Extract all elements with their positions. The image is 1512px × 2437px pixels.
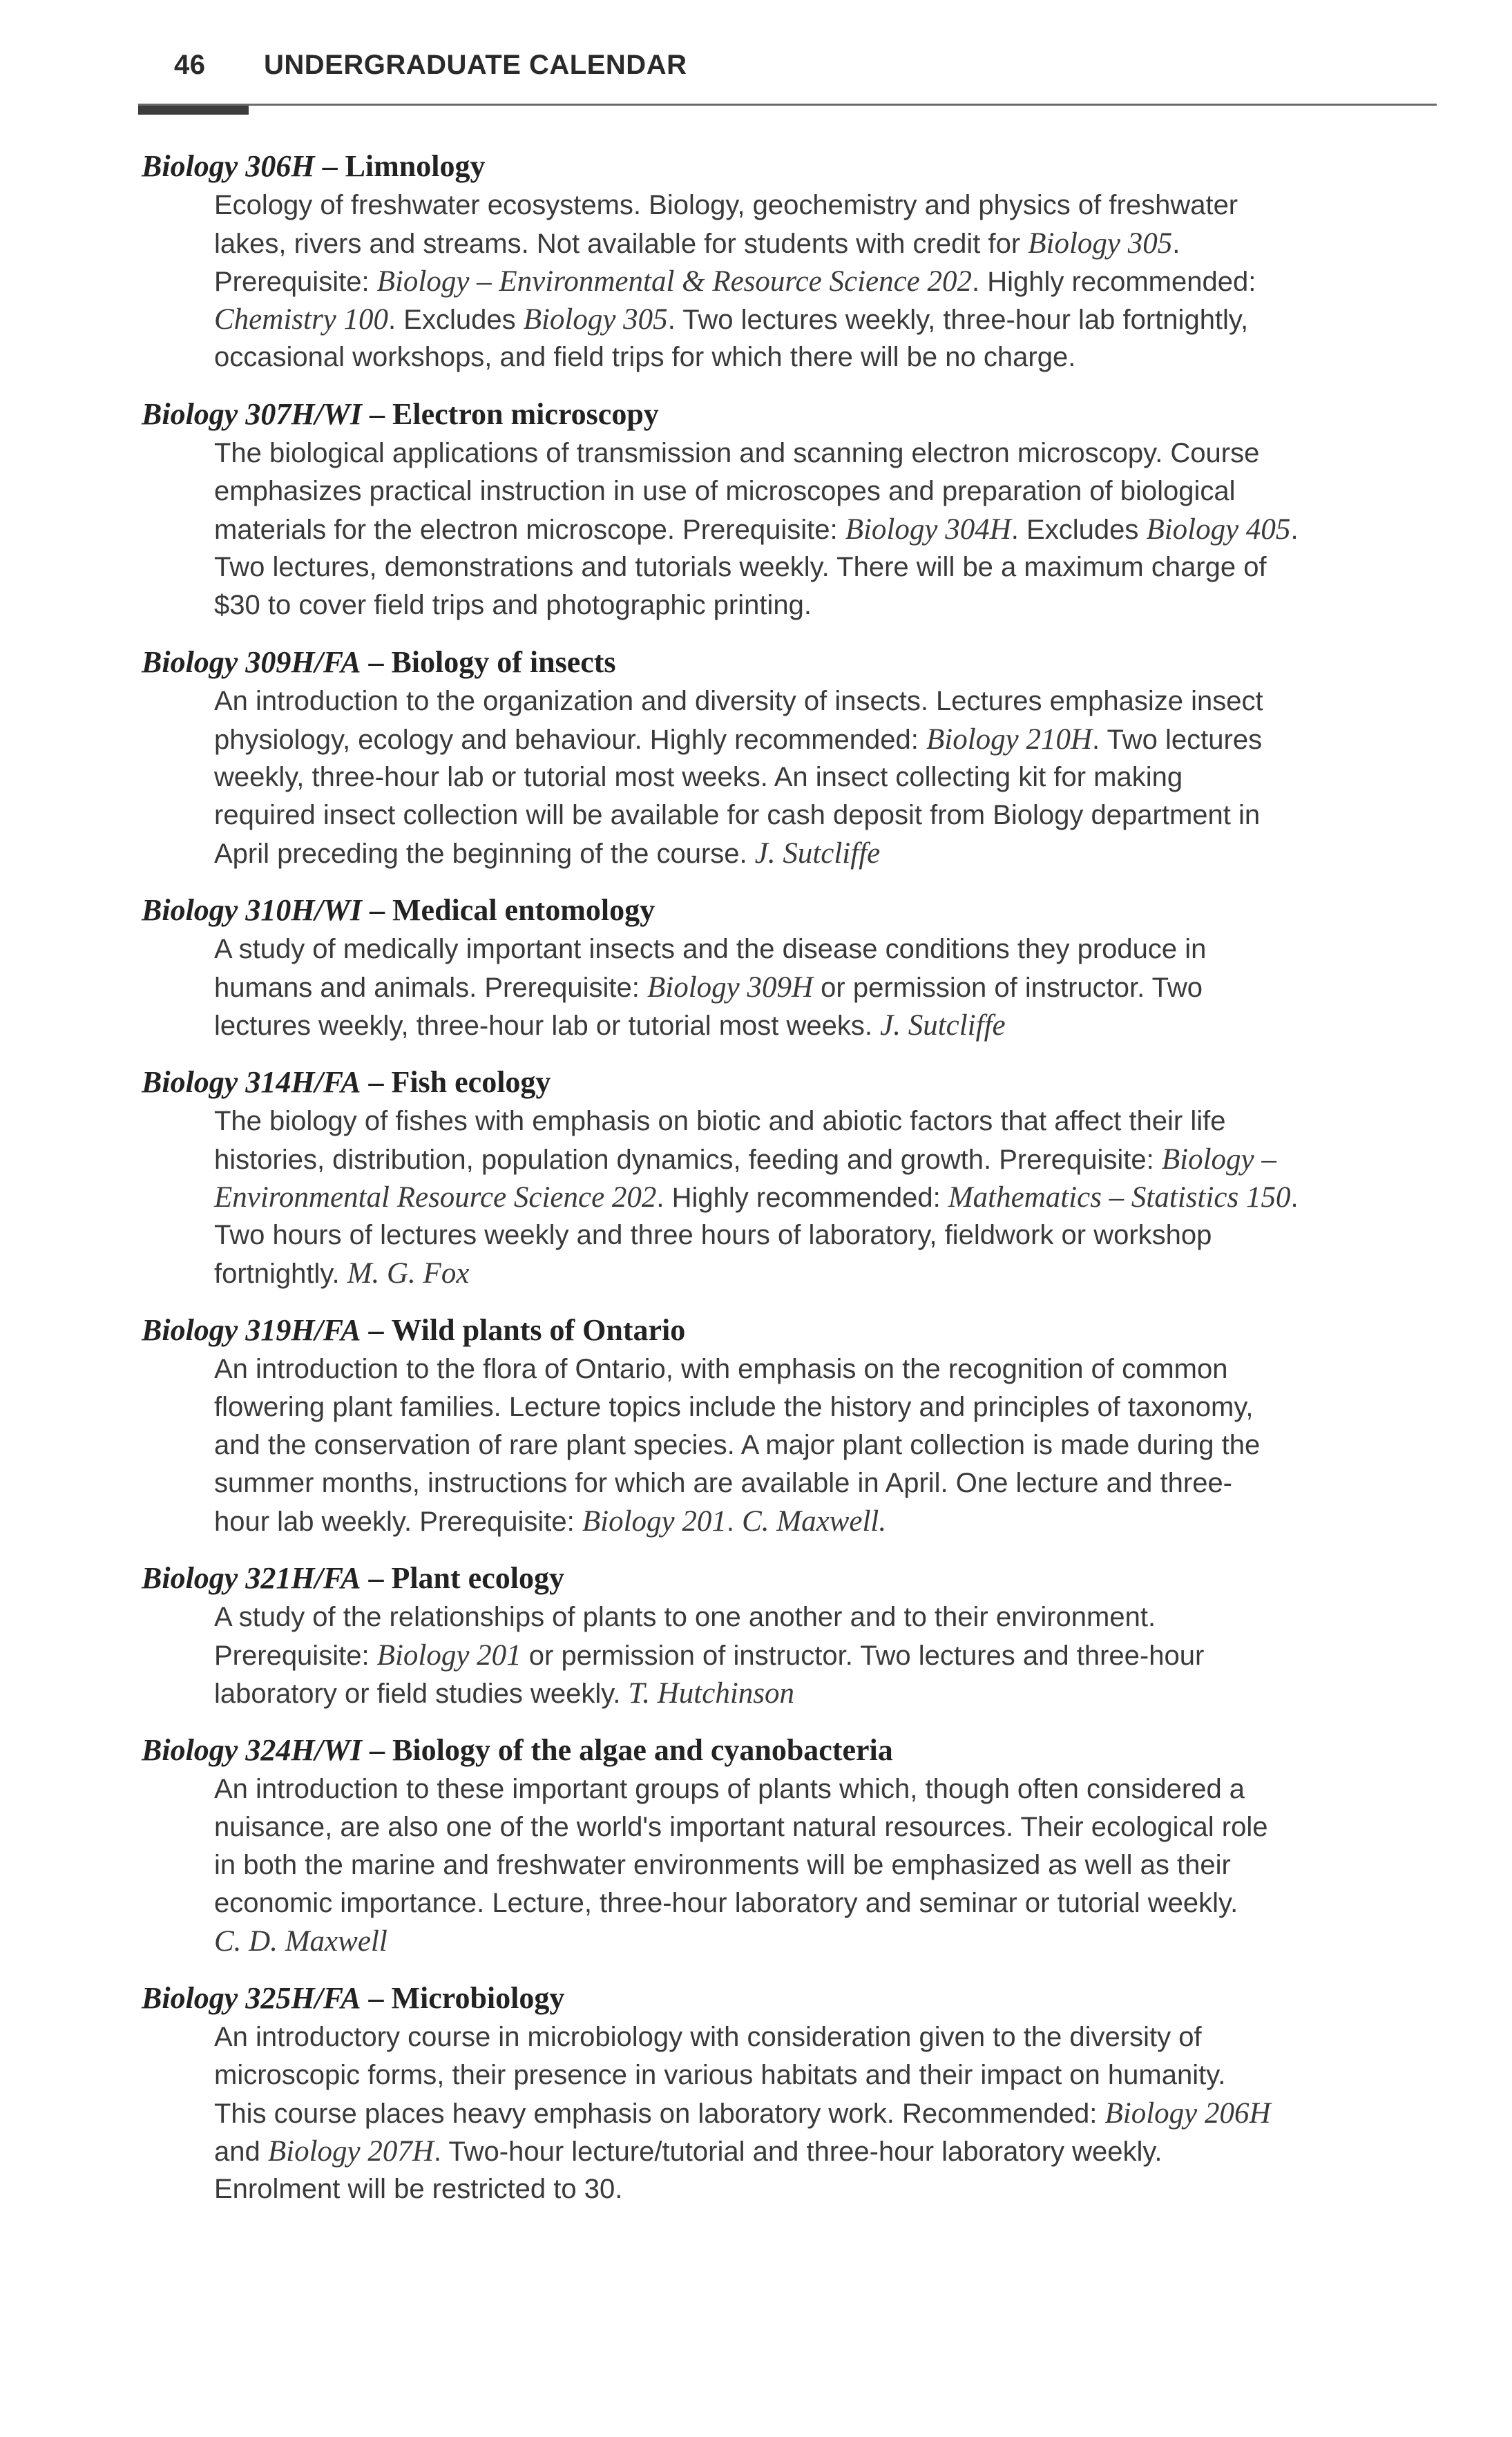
text-segment: lectures weekly, three-hour lab or tutorial most weeks. (214, 1011, 881, 1041)
course-description (214, 187, 1437, 376)
description-line (214, 2056, 1437, 2094)
italic-reference: C. D. Maxwell (214, 1925, 387, 1958)
course-title: Plant ecology (391, 1561, 564, 1595)
description-line (214, 1350, 1437, 1388)
course-description (214, 1770, 1437, 1960)
italic-reference: J. Sutcliffe (754, 837, 881, 870)
text-segment: Prerequisite: (214, 1641, 377, 1671)
text-segment: . Two-hour lecture/tutorial and three-hour laboratory weekly. (433, 2137, 1162, 2167)
course-separator: – (368, 1561, 384, 1595)
italic-reference: T. Hutchinson (628, 1677, 795, 1710)
text-segment: . (1290, 1183, 1299, 1213)
course-description (214, 682, 1437, 872)
italic-reference: Biology 207H (267, 2135, 434, 2168)
text-segment: histories, distribution, population dynamics, feeding and growth. Prerequisite: (214, 1145, 1162, 1175)
course-title: Electron microscopy (392, 397, 659, 431)
course-entry (142, 1978, 1444, 2208)
description-line (214, 472, 1437, 510)
text-segment: and the conservation of rare plant species. A major plant collection is made during the (214, 1430, 1261, 1460)
text-segment: humans and animals. Prerequisite: (214, 973, 647, 1003)
course-entry (142, 642, 1444, 872)
description-line (214, 300, 1437, 338)
text-segment: fortnightly. (214, 1259, 347, 1289)
course-title: Limnology (345, 149, 486, 183)
course-title: Biology of the algae and cyanobacteria (392, 1733, 893, 1767)
italic-reference: Biology – Environmental & Resource Science 202 (376, 265, 973, 298)
text-segment: Prerequisite: (214, 267, 377, 297)
text-segment: An introduction to these important groups of plants which, though often considered a (214, 1774, 1245, 1804)
description-line (214, 1388, 1437, 1426)
course-separator: – (370, 397, 385, 431)
header-title: UNDERGRADUATE CALENDAR (264, 50, 687, 80)
description-line (214, 1102, 1437, 1140)
italic-reference: Biology 309H (647, 971, 814, 1004)
course-description (214, 1102, 1437, 1292)
course-code: Biology 310H/WI (142, 893, 363, 927)
description-line (214, 930, 1437, 968)
description-line (214, 2094, 1437, 2132)
description-line (214, 1178, 1437, 1216)
text-segment: . Excludes (388, 305, 524, 335)
course-description (214, 1350, 1437, 1540)
text-segment: April preceding the beginning of the course. (214, 839, 755, 869)
text-segment: in both the marine and freshwater environments will be emphasized as well as their (214, 1850, 1231, 1880)
italic-reference: C. Maxwell. (742, 1505, 887, 1538)
text-segment: An introductory course in microbiology with consideration given to the diversity of (214, 2022, 1202, 2052)
text-segment: . (1290, 515, 1299, 545)
description-line (214, 586, 1437, 624)
italic-reference: Biology 206H (1104, 2097, 1271, 2130)
course-entry (142, 890, 1444, 1044)
italic-reference: Biology 201 (376, 1639, 521, 1672)
text-segment: . (726, 1507, 743, 1537)
italic-reference: Environmental Resource Science 202 (214, 1181, 657, 1214)
course-title: Wild plants of Ontario (391, 1313, 686, 1347)
description-line (214, 796, 1437, 834)
description-line (214, 510, 1437, 548)
course-title: Microbiology (391, 1981, 565, 2015)
course-description (214, 434, 1437, 624)
course-entry (142, 146, 1444, 376)
description-line (214, 338, 1437, 376)
description-line (214, 1598, 1437, 1636)
description-line (214, 1502, 1437, 1540)
italic-reference: Biology 405 (1146, 513, 1291, 546)
page-header (138, 40, 1437, 151)
description-line (214, 262, 1437, 300)
text-segment: microscopic forms, their presence in various habitats and their impact on humanity. (214, 2060, 1226, 2090)
text-segment: or permission of instructor. Two lectures and three-hour (521, 1641, 1205, 1671)
course-description (214, 2018, 1437, 2208)
description-line (214, 434, 1437, 472)
course-heading (142, 1310, 1444, 1350)
description-line (214, 1636, 1437, 1674)
italic-reference: J. Sutcliffe (880, 1009, 1006, 1042)
italic-reference: Biology 305 (523, 303, 668, 336)
text-segment: . Two lectures (1092, 725, 1263, 755)
description-line (214, 1846, 1437, 1884)
text-segment: A study of the relationships of plants to one another and to their environment. (214, 1602, 1156, 1632)
course-entry (142, 1062, 1444, 1292)
description-line (214, 224, 1437, 262)
italic-reference: Biology 304H (845, 513, 1011, 546)
description-line (214, 2170, 1437, 2208)
description-line (214, 1254, 1437, 1292)
course-entry (142, 1310, 1444, 1540)
text-segment: economic importance. Lecture, three-hour laboratory and seminar or tutorial weekly. (214, 1888, 1238, 1918)
italic-reference: Biology 210H (926, 723, 1093, 756)
text-segment: Two lectures, demonstrations and tutorials weekly. There will be a maximum charge of (214, 552, 1267, 582)
text-segment: An introduction to the organization and diversity of insects. Lectures emphasize insect (214, 686, 1263, 716)
course-code: Biology 306H (142, 149, 315, 183)
text-segment: This course places heavy emphasis on laboratory work. Recommended: (214, 2099, 1105, 2129)
italic-reference: Chemistry 100 (214, 303, 389, 336)
text-segment: $30 to cover field trips and photographic printing. (214, 590, 812, 620)
course-code: Biology 319H/FA (142, 1313, 361, 1347)
text-segment: The biological applications of transmission and scanning electron microscopy. Course (214, 438, 1260, 468)
description-line (214, 2018, 1437, 2056)
course-code: Biology 321H/FA (142, 1561, 361, 1595)
description-line (214, 758, 1437, 796)
course-separator: – (370, 1733, 385, 1767)
course-heading (142, 1558, 1444, 1598)
text-segment: Enrolment will be restricted to 30. (214, 2174, 623, 2204)
course-code: Biology 307H/WI (142, 397, 363, 431)
text-segment: hour lab weekly. Prerequisite: (214, 1507, 582, 1537)
course-separator: – (368, 1313, 384, 1347)
text-segment: Ecology of freshwater ecosystems. Biology, geochemistry and physics of freshwater (214, 190, 1238, 220)
course-title: Biology of insects (391, 645, 616, 679)
text-segment: physiology, ecology and behaviour. Highly recommended: (214, 725, 926, 755)
course-list (142, 146, 1444, 2226)
description-line (214, 2132, 1437, 2170)
course-entry (142, 1558, 1444, 1712)
course-entry (142, 394, 1444, 624)
text-segment: materials for the electron microscope. Prerequisite: (214, 515, 845, 545)
italic-reference: Biology 305 (1028, 227, 1173, 260)
text-segment: nuisance, are also one of the world's important natural resources. Their ecological role (214, 1812, 1268, 1842)
course-separator: – (322, 149, 338, 183)
page-number: 46 (174, 50, 206, 80)
course-code: Biology 325H/FA (142, 1981, 361, 2015)
description-line (214, 1808, 1437, 1846)
course-separator: – (368, 1981, 384, 2015)
text-segment: An introduction to the flora of Ontario, with emphasis on the recognition of common (214, 1354, 1228, 1384)
description-line (214, 1426, 1437, 1464)
text-segment: emphasizes practical instruction in use of microscopes and preparation of biological (214, 476, 1236, 506)
description-line (214, 1674, 1437, 1712)
description-line (214, 1884, 1437, 1922)
text-segment: . Two lectures weekly, three-hour lab fortnightly, (667, 305, 1249, 335)
course-code: Biology 324H/WI (142, 1733, 363, 1767)
description-line (214, 682, 1437, 720)
course-heading (142, 1978, 1444, 2018)
header-rule-bar (138, 104, 249, 115)
description-line (214, 834, 1437, 872)
header-rule-line (138, 104, 1437, 106)
description-line (214, 1464, 1437, 1502)
italic-reference: Biology 201 (582, 1505, 727, 1538)
description-line (214, 1770, 1437, 1808)
description-line (214, 548, 1437, 586)
course-heading (142, 394, 1444, 434)
text-segment: or permission of instructor. Two (813, 973, 1203, 1003)
italic-reference: Mathematics – Statistics 150 (948, 1181, 1291, 1214)
course-entry (142, 1730, 1444, 1960)
text-segment: and (214, 2137, 268, 2167)
text-segment: required insect collection will be available for cash deposit from Biology department in (214, 800, 1261, 830)
text-segment: . Highly recommended: (972, 267, 1256, 297)
course-heading (142, 146, 1444, 187)
description-line (214, 1140, 1437, 1178)
text-segment: The biology of fishes with emphasis on biotic and abiotic factors that affect their life (214, 1106, 1226, 1136)
course-description (214, 1598, 1437, 1712)
course-code: Biology 314H/FA (142, 1065, 361, 1099)
text-segment: A study of medically important insects and the disease conditions they produce in (214, 934, 1207, 964)
italic-reference: Biology – (1161, 1143, 1276, 1176)
course-separator: – (368, 645, 384, 679)
course-heading (142, 890, 1444, 930)
description-line (214, 187, 1437, 224)
text-segment: . Highly recommended: (656, 1183, 948, 1213)
text-segment: weekly, three-hour lab or tutorial most weeks. An insect collecting kit for making (214, 762, 1183, 792)
course-separator: – (370, 893, 385, 927)
text-segment: lakes, rivers and streams. Not available for students with credit for (214, 229, 1028, 259)
description-line (214, 720, 1437, 758)
description-line (214, 1006, 1437, 1044)
text-segment: . Excludes (1011, 515, 1147, 545)
text-segment: occasional workshops, and field trips for which there will be no charge. (214, 342, 1076, 372)
text-segment: summer months, instructions for which are available in April. One lecture and three- (214, 1468, 1233, 1498)
italic-reference: M. G. Fox (347, 1257, 470, 1290)
course-heading (142, 642, 1444, 682)
text-segment: laboratory or field studies weekly. (214, 1679, 629, 1709)
text-segment: flowering plant families. Lecture topics include the history and principles of taxonomy, (214, 1392, 1254, 1422)
course-title: Fish ecology (391, 1065, 551, 1099)
course-separator: – (368, 1065, 384, 1099)
text-segment: . (1172, 229, 1180, 259)
course-description (214, 930, 1437, 1044)
course-code: Biology 309H/FA (142, 645, 361, 679)
description-line (214, 968, 1437, 1006)
course-heading (142, 1062, 1444, 1102)
description-line (214, 1922, 1437, 1960)
course-title: Medical entomology (392, 893, 655, 927)
description-line (214, 1216, 1437, 1254)
course-heading (142, 1730, 1444, 1770)
text-segment: Two hours of lectures weekly and three hours of laboratory, fieldwork or workshop (214, 1220, 1212, 1250)
